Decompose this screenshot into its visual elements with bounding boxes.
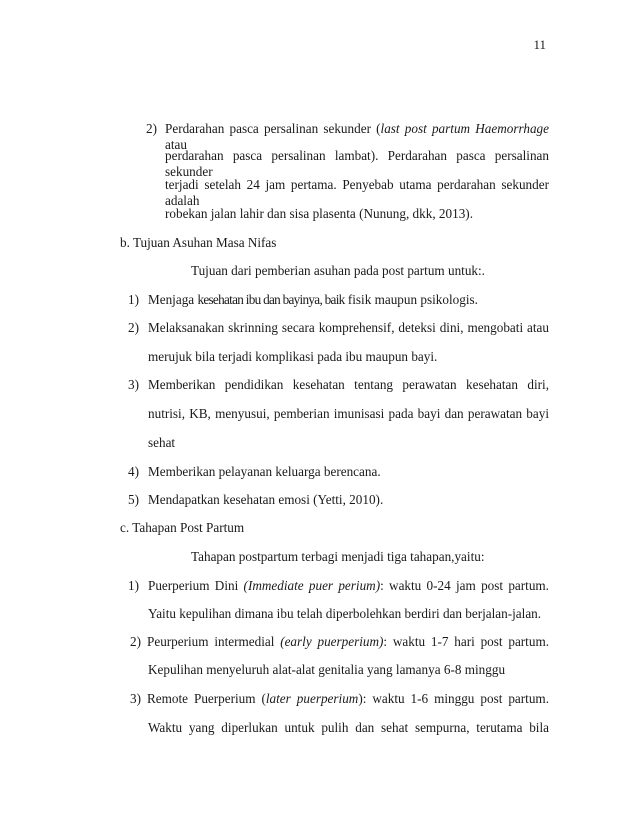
section-intro: Tujuan dari pemberian asuhan pada post partum untuk:.	[191, 263, 485, 278]
list-item: Memberikan pelayanan keluarga berencana.	[148, 464, 381, 479]
list-number: 2)	[146, 121, 157, 136]
list-item: Mendapatkan kesehatan emosi (Yetti, 2010).	[148, 492, 384, 507]
list-number: 3)	[128, 377, 139, 392]
section-heading: c. Tahapan Post Partum	[120, 520, 245, 535]
list-item: Menjaga kesehatan ibu dan bayinya, baik fisik maupun psikologis.	[148, 292, 478, 307]
list-item-continuation: nutrisi, KB, menyusui, pemberian imunisasi pada bayi dan perawatan bayi	[148, 406, 549, 421]
list-item: Melaksanakan skrinning secara komprehensif, deteksi dini, mengobati atau	[148, 320, 549, 335]
list-number: 1)	[128, 292, 139, 307]
list-item-continuation: Yaitu kepulihan dimana ibu telah diperbolehkan berdiri dan berjalan-jalan.	[148, 606, 542, 621]
list-number: 3)	[130, 691, 141, 706]
paragraph-line: robekan jalan lahir dan sisa plasenta (Nunung, dkk, 2013).	[165, 206, 473, 221]
page-number: 11	[533, 37, 546, 52]
list-item-continuation: sehat	[148, 435, 176, 450]
list-number: 2)	[128, 320, 139, 335]
section-intro: Tahapan postpartum terbagi menjadi tiga tahapan,yaitu:	[191, 549, 485, 564]
paragraph-line: Perdarahan pasca persalinan sekunder (last post partum Haemorrhage atau	[165, 121, 549, 152]
section-heading: b. Tujuan Asuhan Masa Nifas	[120, 235, 277, 250]
list-item: Peurperium intermedial (early puerperium): waktu 1-7 hari post partum.	[147, 634, 549, 649]
paragraph-line: perdarahan pasca persalinan lambat). Perdarahan pasca persalinan sekunder	[165, 148, 549, 179]
list-item-continuation: merujuk bila terjadi komplikasi pada ibu maupun bayi.	[148, 349, 438, 364]
list-number: 4)	[128, 464, 139, 479]
list-item-continuation: Kepulihan menyeluruh alat-alat genitalia yang lamanya 6-8 minggu	[148, 662, 506, 677]
paragraph-line: terjadi setelah 24 jam pertama. Penyebab utama perdarahan sekunder adalah	[165, 177, 549, 208]
list-number: 1)	[128, 578, 139, 593]
list-number: 5)	[128, 492, 139, 507]
list-item: Puerperium Dini (Immediate puer perium): waktu 0-24 jam post partum.	[148, 578, 549, 593]
list-item-continuation: Waktu yang diperlukan untuk pulih dan sehat sempurna, terutama bila	[148, 720, 549, 735]
list-item: Memberikan pendidikan kesehatan tentang perawatan kesehatan diri,	[148, 377, 549, 392]
list-item: Remote Puerperium (later puerperium): waktu 1-6 minggu post partum.	[147, 691, 549, 706]
list-number: 2)	[130, 634, 141, 649]
